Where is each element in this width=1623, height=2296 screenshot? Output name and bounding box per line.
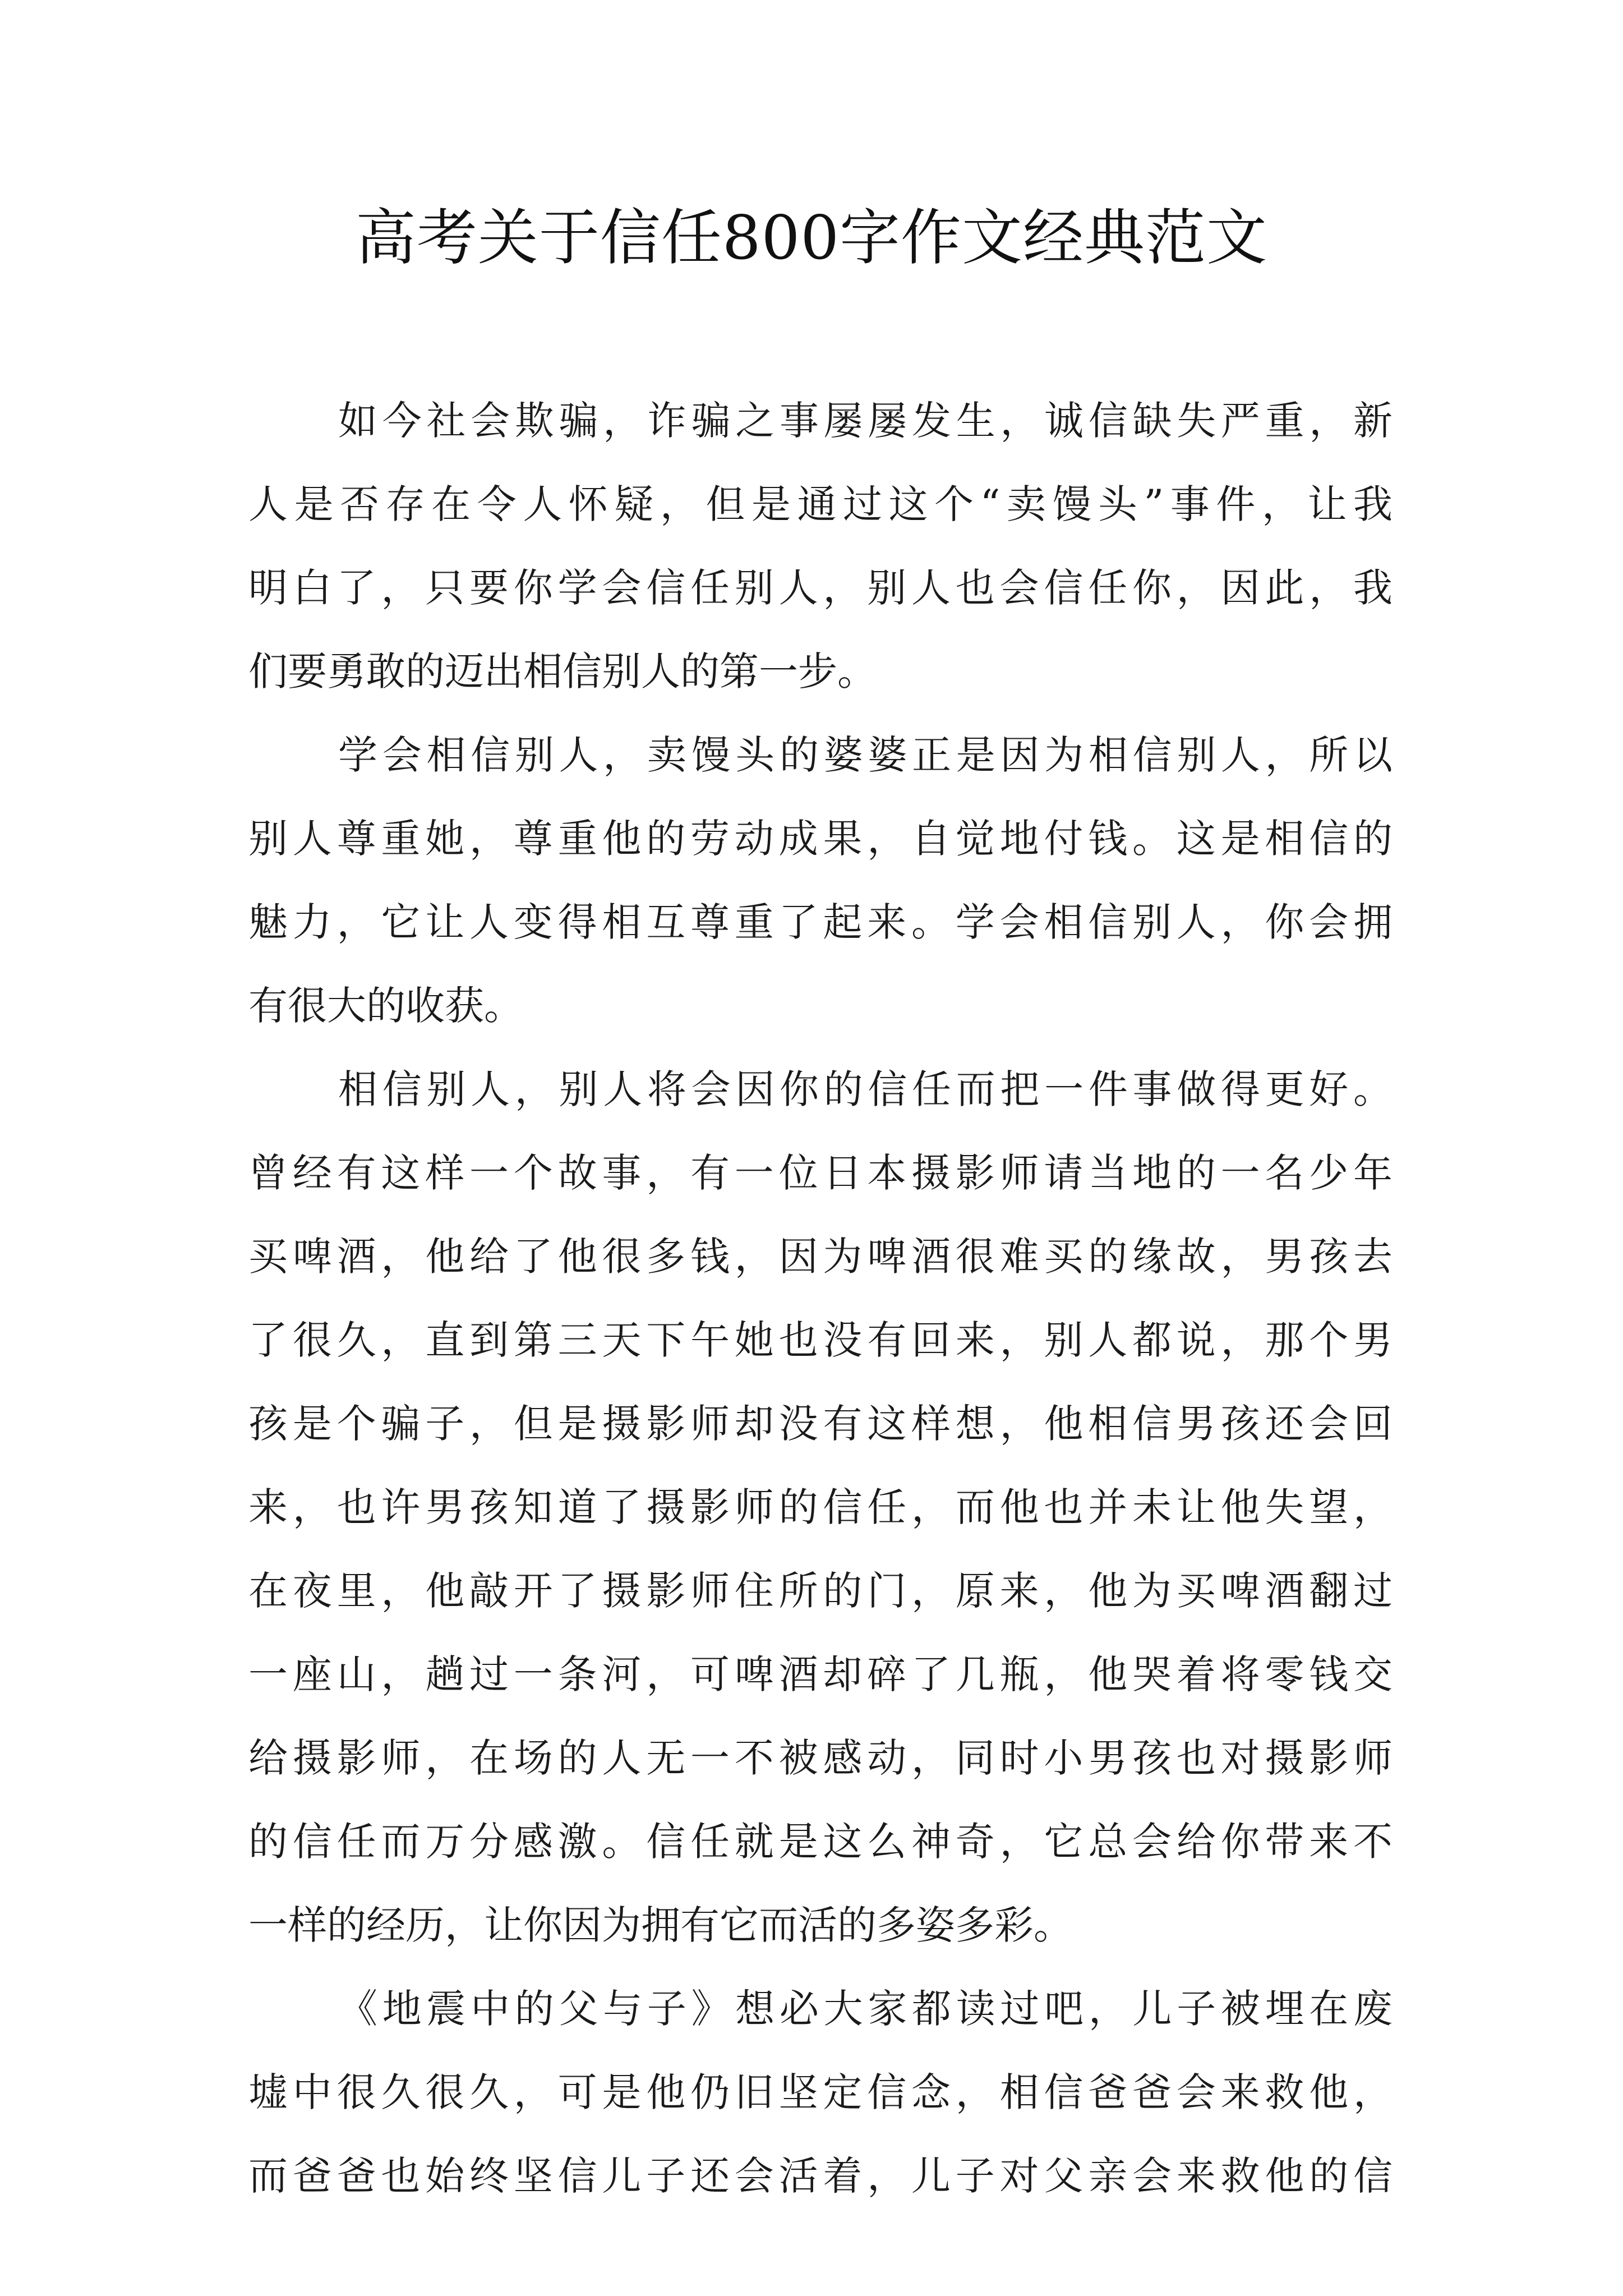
text-line: 曾经有这样一个故事，有一位日本摄影师请当地的一名少年 [248,1150,1393,1196]
text-line: 有很大的收获。 [248,983,523,1029]
text-line: 了很久，直到第三天下午她也没有回来，别人都说，那个男 [248,1317,1393,1363]
text-line: 的信任而万分感激。信任就是这么神奇，它总会给你带来不 [248,1819,1393,1865]
text-line: 如今社会欺骗，诈骗之事屡屡发生，诚信缺失严重，新 [338,398,1393,444]
text-line: 相信别人，别人将会因你的信任而把一件事做得更好。 [338,1066,1393,1112]
text-line: 一样的经历，让你因为拥有它而活的多姿多彩。 [248,1902,1073,1948]
document-body [248,379,1393,2218]
text-line: 魅力，它让人变得相互尊重了起来。学会相信别人，你会拥 [248,899,1393,945]
text-line: 人是否存在令人怀疑，但是通过这个“卖馒头”事件，让我 [248,481,1393,527]
text-line: 在夜里，他敲开了摄影师住所的门，原来，他为买啤酒翻过 [248,1568,1393,1614]
text-line: 孩是个骗子，但是摄影师却没有这样想，他相信男孩还会回 [248,1401,1393,1447]
text-line: 别人尊重她，尊重他的劳动成果，自觉地付钱。这是相信的 [248,816,1393,862]
text-line: 来，也许男孩知道了摄影师的信任，而他也并未让他失望， [248,1484,1393,1530]
document-title: 高考关于信任800字作文经典范文 [355,203,1268,273]
text-line: 明白了，只要你学会信任别人，别人也会信任你，因此，我 [248,565,1393,611]
text-line: 墟中很久很久，可是他仍旧坚定信念，相信爸爸会来救他， [248,2069,1393,2115]
text-line: 一座山，趟过一条河，可啤酒却碎了几瓶，他哭着将零钱交 [248,1651,1393,1697]
text-line: 《地震中的父与子》想必大家都读过吧，儿子被埋在废 [338,1986,1393,2032]
text-line: 给摄影师，在场的人无一不被感动，同时小男孩也对摄影师 [248,1735,1393,1781]
text-line: 而爸爸也始终坚信儿子还会活着，儿子对父亲会来救他的信 [248,2153,1393,2199]
text-line: 们要勇敢的迈出相信别人的第一步。 [248,648,877,694]
text-line: 学会相信别人，卖馒头的婆婆正是因为相信别人，所以 [338,732,1393,778]
text-line: 买啤酒，他给了他很多钱，因为啤酒很难买的缘故，男孩去 [248,1234,1393,1280]
